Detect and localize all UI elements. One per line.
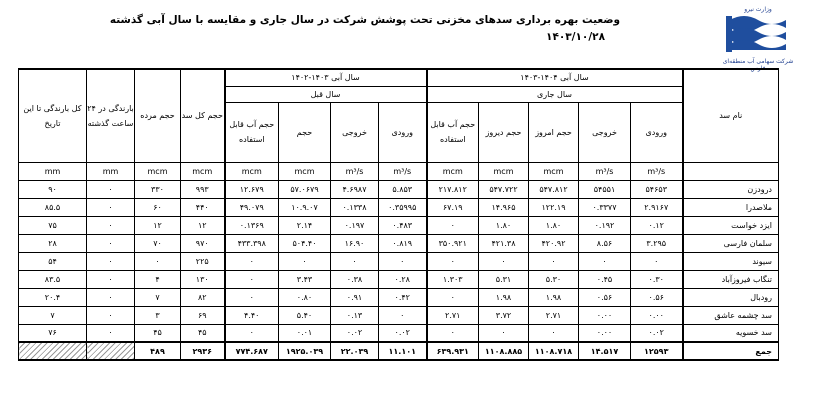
cell-prev-outflow: ۰.۳۸ (331, 270, 379, 288)
cell-rain-24h: ۰ (87, 288, 135, 306)
cell-prev-outflow: ۱۶.۹۰ (331, 234, 379, 252)
cell-prev-inflow: ۰.۳۵۹۹۵ (379, 198, 427, 216)
table-row (19, 252, 779, 270)
cell-volume-today: ۱.۹۸ (529, 288, 579, 306)
total-dead-volume: ۴۸۹ (135, 342, 181, 360)
cell-prev-volume: ۵۰۴.۴۰ (279, 234, 331, 252)
total-prev-inflow: ۱۱.۱۰۱ (379, 342, 427, 360)
cell-total-volume: ۹۷۰ (181, 234, 225, 252)
cell-outflow: ۰.۰۰ (579, 324, 631, 342)
cell-prev-inflow: ۰.۴۸۳ (379, 216, 427, 234)
cell-usable: ۶۷.۱۹ (427, 198, 479, 216)
cell-inflow: ۰.۰۲ (631, 324, 683, 342)
cell-usable: ۳۵۰.۹۲۱ (427, 234, 479, 252)
cell-total-volume: ۹۹۳ (181, 180, 225, 198)
cell-outflow: ۰.۳۳۷۷ (579, 198, 631, 216)
cell-inflow: ۵۴۶۵۳ (631, 180, 683, 198)
cell-prev-volume: ۰ (279, 252, 331, 270)
cell-volume-yesterday: ۱۴.۹۶۵ (479, 198, 529, 216)
cell-prev-usable: ۰ (225, 270, 279, 288)
cell-inflow: ۰.۳۰ (631, 270, 683, 288)
cell-dead-volume: ۳۳۰ (135, 180, 181, 198)
header-prev-outflow: خروجی (331, 102, 379, 162)
cell-rain-24h: ۰ (87, 198, 135, 216)
cell-volume-today: ۴۲۰.۹۲ (529, 234, 579, 252)
cell-inflow: ۳.۲۹۵ (631, 234, 683, 252)
cell-dam-name: سد خسویه (683, 324, 779, 342)
cell-prev-usable: ۰ (225, 252, 279, 270)
header-rain-24h: بارندگی در ۲۴ ساعت گذشته (87, 69, 135, 162)
total-outflow: ۱۴.۵۱۷ (579, 342, 631, 360)
page-title: وضعیت بهره برداری سدهای مخزنی تحت پوشش شرکت در سال جاری و مقایسه با سال آبی گذشته (109, 14, 620, 26)
cell-prev-inflow: ۰.۲۸ (379, 270, 427, 288)
units-dam-cell (683, 162, 779, 180)
cell-dam-name: سد چشمه عاشق (683, 306, 779, 324)
cell-rain-total: ۲۸ (19, 234, 87, 252)
header-prev-usable: حجم آب قابل استفاده (225, 102, 279, 162)
cell-rain-total: ۲۰.۴ (19, 288, 87, 306)
cell-dam-name: سلمان فارسی (683, 234, 779, 252)
cell-rain-24h: ۰ (87, 252, 135, 270)
cell-dead-volume: ۱۲ (135, 216, 181, 234)
dam-status-table (18, 68, 779, 361)
table-row (19, 180, 779, 198)
cell-dead-volume: ۴۵ (135, 324, 181, 342)
unit-total: mcm (181, 162, 225, 180)
header-dead-volume: حجم مرده (135, 69, 181, 162)
header-usable-volume: حجم آب قابل استفاده (427, 102, 479, 162)
table-row (19, 324, 779, 342)
cell-inflow: ۰ (631, 252, 683, 270)
total-rain-hatched (19, 342, 87, 360)
cell-total-volume: ۶۹ (181, 306, 225, 324)
table-row (19, 306, 779, 324)
table-row (19, 198, 779, 216)
cell-rain-24h: ۰ (87, 306, 135, 324)
cell-prev-usable: ۱۲.۶۷۹ (225, 180, 279, 198)
cell-rain-24h: ۰ (87, 180, 135, 198)
cell-prev-outflow: ۴.۶۹۸۷ (331, 180, 379, 198)
cell-dead-volume: ۴ (135, 270, 181, 288)
cell-rain-total: ۷۶ (19, 324, 87, 342)
table-row (19, 288, 779, 306)
company-logo (716, 6, 800, 72)
cell-prev-outflow: ۰.۱۹۷ (331, 216, 379, 234)
total-row (19, 342, 779, 360)
cell-prev-usable: ۴۹.۰۷۹ (225, 198, 279, 216)
cell-dead-volume: ۷ (135, 288, 181, 306)
cell-volume-yesterday: ۰ (479, 324, 529, 342)
cell-volume-today: ۱.۸۰ (529, 216, 579, 234)
cell-outflow: ۰.۰۰ (579, 306, 631, 324)
cell-prev-outflow: ۰.۱۳۳۸ (331, 198, 379, 216)
unit-dead: mcm (135, 162, 181, 180)
cell-inflow: ۰.۵۶ (631, 288, 683, 306)
unit-inflow: m³/s (631, 162, 683, 180)
header-volume-yesterday: حجم دیروز (479, 102, 529, 162)
header-previous-label: سال قبل (225, 86, 427, 102)
cell-usable: ۰ (427, 288, 479, 306)
report-date: ۱۴۰۳/۱۰/۲۸ (546, 31, 605, 43)
cell-dead-volume: ۰ (135, 252, 181, 270)
cell-dead-volume: ۳ (135, 306, 181, 324)
cell-prev-inflow: ۵.۸۵۳ (379, 180, 427, 198)
cell-volume-today: ۱۲۲.۱۹ (529, 198, 579, 216)
cell-usable: ۱.۳۰۳ (427, 270, 479, 288)
cell-inflow: ۰.۰۰ (631, 306, 683, 324)
cell-prev-usable: ۰.۱۳۶۹ (225, 216, 279, 234)
table-row (19, 234, 779, 252)
cell-prev-volume: ۵۷.۰۶۷۹ (279, 180, 331, 198)
header-current-period: سال آبی ۱۴۰۴-۱۴۰۳ (427, 69, 683, 86)
total-usable: ۶۳۹.۹۳۱ (427, 342, 479, 360)
unit-rain24: mm (87, 162, 135, 180)
cell-prev-volume: ۰.۰۱ (279, 324, 331, 342)
cell-volume-today: ۲.۷۱ (529, 306, 579, 324)
cell-dam-name: ایزد خواست (683, 216, 779, 234)
cell-inflow: ۰.۱۲ (631, 216, 683, 234)
cell-dead-volume: ۶۰ (135, 198, 181, 216)
cell-dam-name: ملاصدرا (683, 198, 779, 216)
cell-outflow: ۰ (579, 252, 631, 270)
header-prev-volume: حجم (279, 102, 331, 162)
cell-rain-24h: ۰ (87, 270, 135, 288)
cell-rain-total: ۸۵.۵ (19, 198, 87, 216)
total-label: جمع (683, 342, 779, 360)
cell-volume-yesterday: ۱.۹۸ (479, 288, 529, 306)
total-volume-yesterday: ۱۱۰۸.۸۸۵ (479, 342, 529, 360)
cell-prev-inflow: ۰.۴۲ (379, 288, 427, 306)
total-prev-outflow: ۲۲.۰۳۹ (331, 342, 379, 360)
total-prev-usable: ۷۷۴.۶۸۷ (225, 342, 279, 360)
cell-outflow: ۰.۴۵ (579, 270, 631, 288)
header-rain-total: کل بارندگی تا این تاریخ (19, 69, 87, 162)
cell-prev-usable: ۴۳۳.۳۹۸ (225, 234, 279, 252)
cell-total-volume: ۱۳۰ (181, 270, 225, 288)
cell-rain-24h: ۰ (87, 234, 135, 252)
unit-prev-usable: mcm (225, 162, 279, 180)
cell-dam-name: تنگاب فیروزآباد (683, 270, 779, 288)
cell-total-volume: ۴۵ (181, 324, 225, 342)
cell-rain-24h: ۰ (87, 216, 135, 234)
header-dam-name: نام سد (683, 69, 779, 162)
cell-dam-name: درودزن (683, 180, 779, 198)
total-inflow: ۱۲۵۹۳ (631, 342, 683, 360)
cell-prev-usable: ۰ (225, 288, 279, 306)
cell-usable: ۰ (427, 216, 479, 234)
header-outflow: خروجی (579, 102, 631, 162)
header-prev-inflow: ورودی (379, 102, 427, 162)
unit-usable: mcm (427, 162, 479, 180)
cell-outflow: ۰.۱۹۲ (579, 216, 631, 234)
cell-inflow: ۲.۹۱۶۷ (631, 198, 683, 216)
cell-volume-yesterday: ۵.۳۱ (479, 270, 529, 288)
cell-prev-volume: ۳.۴۳ (279, 270, 331, 288)
cell-dam-name: سیوند (683, 252, 779, 270)
cell-volume-yesterday: ۱.۸۰ (479, 216, 529, 234)
total-volume-today: ۱۱۰۸.۷۱۸ (529, 342, 579, 360)
cell-prev-usable: ۰ (225, 324, 279, 342)
cell-rain-total: ۵۴ (19, 252, 87, 270)
logo-company: شرکت سهامی آب منطقه‌ای فارس (722, 58, 794, 72)
cell-outflow: ۵۴۵۵۱ (579, 180, 631, 198)
cell-prev-volume: ۱۰.۹.۰۷ (279, 198, 331, 216)
cell-total-volume: ۸۲ (181, 288, 225, 306)
cell-volume-yesterday: ۴۲۱.۳۸ (479, 234, 529, 252)
total-prev-volume: ۱۹۲۵.۰۳۹ (279, 342, 331, 360)
header-current-label: سال جاری (427, 86, 683, 102)
cell-outflow: ۸.۵۶ (579, 234, 631, 252)
cell-prev-outflow: ۰.۱۳ (331, 306, 379, 324)
cell-prev-usable: ۴.۴۰ (225, 306, 279, 324)
cell-dead-volume: ۷۰ (135, 234, 181, 252)
cell-prev-inflow: ۰.۰۲ (379, 324, 427, 342)
table-row (19, 216, 779, 234)
cell-volume-yesterday: ۵۴۷.۷۲۲ (479, 180, 529, 198)
table-row (19, 270, 779, 288)
unit-outflow: m³/s (579, 162, 631, 180)
cell-total-volume: ۴۴۰ (181, 198, 225, 216)
unit-rain-total: mm (19, 162, 87, 180)
cell-prev-outflow: ۰.۹۱ (331, 288, 379, 306)
unit-prev-volume: mcm (279, 162, 331, 180)
cell-total-volume: ۲۲۵ (181, 252, 225, 270)
cell-prev-volume: ۰.۸۰ (279, 288, 331, 306)
header-inflow: ورودی (631, 102, 683, 162)
logo-ministry: وزارت نیرو (744, 6, 772, 13)
cell-prev-inflow: ۰.۸۱۹ (379, 234, 427, 252)
cell-usable: ۰ (427, 252, 479, 270)
cell-dam-name: رودبال (683, 288, 779, 306)
cell-rain-24h: ۰ (87, 324, 135, 342)
cell-rain-total: ۹۰ (19, 180, 87, 198)
cell-outflow: ۰.۵۶ (579, 288, 631, 306)
unit-prev-inflow: m³/s (379, 162, 427, 180)
header-volume-today: حجم امروز (529, 102, 579, 162)
unit-prev-outflow: m³/s (331, 162, 379, 180)
cell-prev-outflow: ۰ (331, 252, 379, 270)
cell-usable: ۰ (427, 324, 479, 342)
cell-volume-yesterday: ۳.۷۲ (479, 306, 529, 324)
cell-volume-today: ۰ (529, 252, 579, 270)
unit-volume-yesterday: mcm (479, 162, 529, 180)
cell-prev-outflow: ۰.۰۲ (331, 324, 379, 342)
cell-prev-volume: ۲.۱۴ (279, 216, 331, 234)
cell-volume-today: ۰ (529, 324, 579, 342)
cell-rain-total: ۷ (19, 306, 87, 324)
cell-volume-today: ۵.۳۰ (529, 270, 579, 288)
total-rain24-hatched (87, 342, 135, 360)
cell-usable: ۲۱۷.۸۱۲ (427, 180, 479, 198)
cell-prev-inflow: ۰ (379, 252, 427, 270)
cell-prev-volume: ۵.۴۰ (279, 306, 331, 324)
cell-volume-yesterday: ۰ (479, 252, 529, 270)
water-wave-logo-icon (716, 6, 800, 54)
cell-volume-today: ۵۴۷.۸۱۲ (529, 180, 579, 198)
header-total-volume: حجم کل سد (181, 69, 225, 162)
cell-total-volume: ۱۲ (181, 216, 225, 234)
cell-rain-total: ۷۵ (19, 216, 87, 234)
unit-volume-today: mcm (529, 162, 579, 180)
header-previous-period: سال آبی ۱۴۰۳-۱۴۰۲ (225, 69, 427, 86)
total-total-volume: ۲۹۳۶ (181, 342, 225, 360)
cell-usable: ۲.۷۱ (427, 306, 479, 324)
cell-prev-inflow: ۰ (379, 306, 427, 324)
cell-rain-total: ۸۳.۵ (19, 270, 87, 288)
